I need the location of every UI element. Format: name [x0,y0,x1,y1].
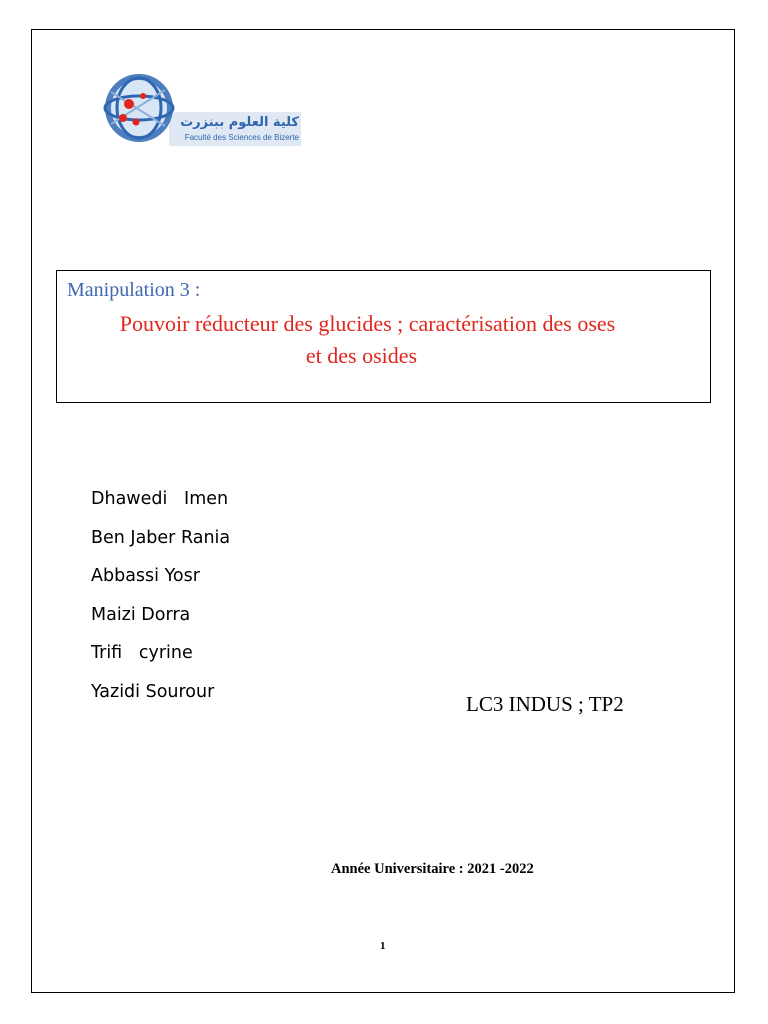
member-name: Dhawedi Imen [91,489,229,509]
member-list [91,487,230,718]
page-number: 1 [380,940,386,952]
member-name: Yazidi Sourour [91,681,215,702]
manipulation-label: Manipulation 3 : [67,279,201,301]
academic-year: Année Universitaire : 2021 -2022 [331,861,534,877]
logo-arabic-text: كلية العلوم ببنزرت [180,115,299,130]
member-name: Maizi Dorra [91,604,191,625]
title-line-2: et des osides [305,343,418,368]
faculty-logo-graphic [103,68,303,152]
faculty-logo [103,68,303,152]
title-line-1: Pouvoir réducteur des glucides ; caractérisation des oses [119,311,616,336]
member-name: Abbassi Yosr [91,566,200,586]
class-label: LC3 INDUS ; TP2 [466,692,624,716]
member-name: Ben Jaber Rania [91,527,231,548]
logo-french-text: Faculté des Sciences de Bizerte [184,133,299,142]
title-box [56,270,711,403]
member-name: Trifi cyrine [91,643,193,663]
